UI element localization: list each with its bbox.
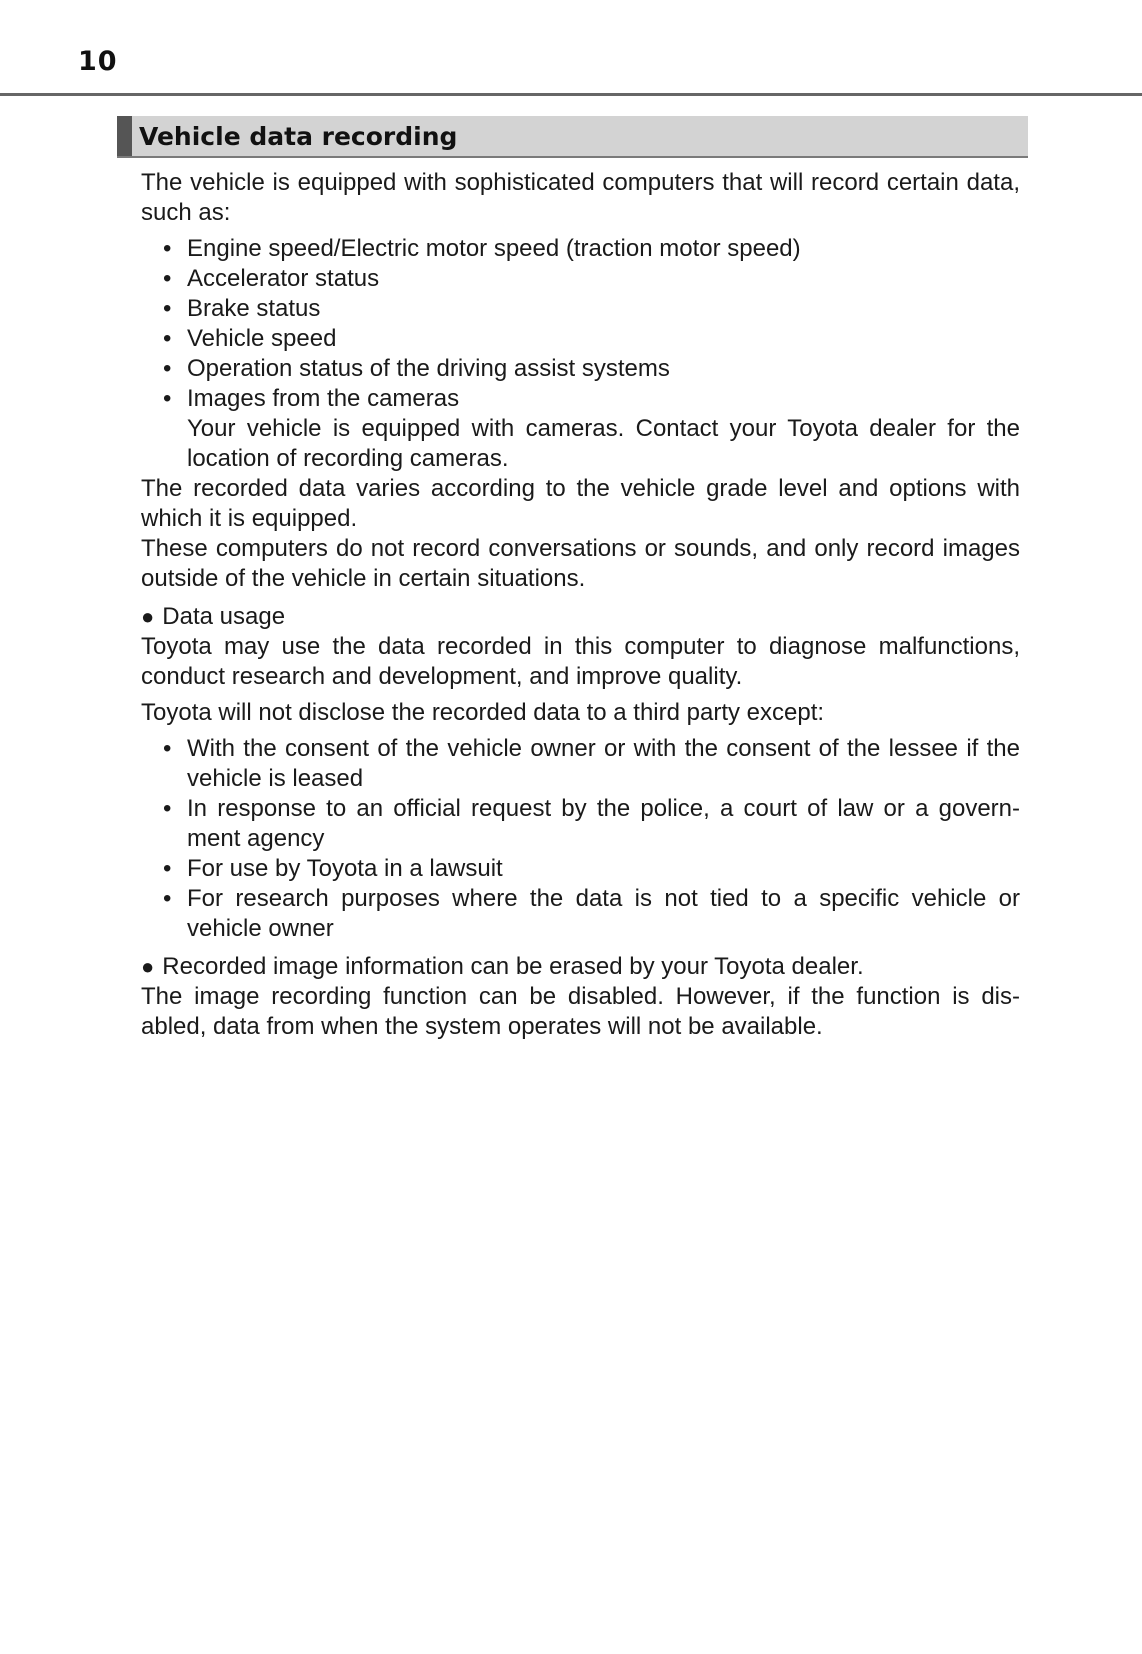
list-item: • For use by Toyota in a lawsuit: [187, 854, 1020, 884]
black-circle-icon: ●: [141, 954, 155, 979]
page-number: 10: [78, 46, 118, 77]
data-usage-heading-text: Data usage: [162, 603, 286, 630]
content: [141, 168, 1020, 1042]
list-item: • Brake status: [187, 294, 1020, 324]
recorded-items-list: [141, 234, 1020, 474]
erase-heading: [141, 952, 1020, 982]
erase-heading-text: Recorded image information can be erased by your Toyota dealer.: [162, 953, 864, 980]
list-item: • Engine speed/Electric motor speed (traction motor speed): [187, 234, 1020, 264]
list-item: • For research purposes where the data is not tied to a specific vehicle or vehicle owner: [187, 884, 1020, 944]
list-item: • Accelerator status: [187, 264, 1020, 294]
list-item: • In response to an official request by the police, a court of law or a govern-ment agency: [187, 794, 1020, 854]
camera-note: Your vehicle is equipped with cameras. Contact your Toyota dealer for the location of recording cameras.: [187, 415, 1020, 472]
list-item-label: Images from the cameras: [187, 385, 460, 412]
exceptions-list: [141, 734, 1020, 944]
erase-body: The image recording function can be disabled. However, if the function is dis-abled, data from when the system operates will not be available.: [141, 983, 1020, 1040]
section-header: [117, 116, 1028, 158]
section-title: Vehicle data recording: [139, 122, 458, 151]
grade-paragraph: The recorded data varies according to the vehicle grade level and options with which it is equipped.: [141, 475, 1020, 532]
list-item: • Operation status of the driving assist systems: [187, 354, 1020, 384]
intro-paragraph: The vehicle is equipped with sophisticated computers that will record certain data, such as:: [141, 169, 1020, 226]
list-item: • Vehicle speed: [187, 324, 1020, 354]
list-item: • With the consent of the vehicle owner or with the consent of the lessee if the vehicle is leased: [187, 734, 1020, 794]
top-rule: [0, 93, 1142, 96]
list-item-cameras: [187, 384, 1020, 474]
data-usage-body: Toyota may use the data recorded in this computer to diagnose malfunctions, conduct research and development, and improve quality.: [141, 633, 1020, 690]
black-circle-icon: ●: [141, 604, 155, 629]
data-usage-heading: [141, 602, 1020, 632]
disclose-intro: Toyota will not disclose the recorded data to a third party except:: [141, 699, 825, 726]
section-header-bar: [117, 116, 132, 156]
no-record-paragraph: These computers do not record conversations or sounds, and only record images outside of the vehicle in certain situations.: [141, 535, 1020, 592]
